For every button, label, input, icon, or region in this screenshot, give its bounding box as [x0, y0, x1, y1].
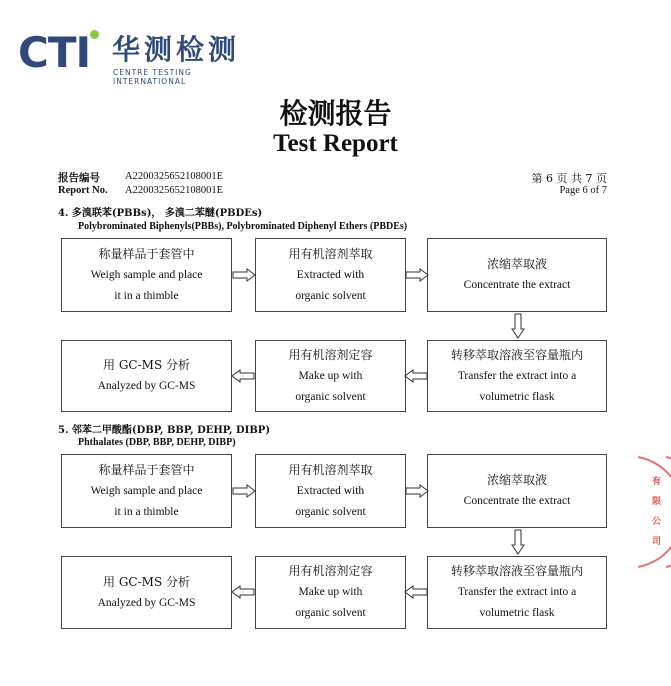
flow-step-analyze	[61, 556, 232, 629]
flow-step-make-up	[255, 556, 406, 629]
step-text-en: it in a thimble	[114, 505, 179, 518]
step-text-en: organic solvent	[295, 289, 366, 302]
arrow-left-icon	[404, 369, 428, 383]
step-text-en: Transfer the extract into a	[457, 369, 577, 382]
step-text-en: volumetric flask	[479, 607, 555, 619]
report-no-value-2: A2200325652108001E	[125, 185, 223, 196]
step-text-cn: 用 GC-MS 分析	[103, 574, 190, 589]
step-text-en: it in a thimble	[114, 289, 179, 302]
flow-step-analyze	[61, 340, 232, 412]
step-text-en: Concentrate the extract	[463, 495, 571, 507]
arrow-down-icon	[511, 313, 525, 339]
step-text-cn: 用有机溶剂定容	[288, 564, 373, 578]
step-text-en: organic solvent	[295, 390, 366, 403]
report-title-en: Test Report	[273, 130, 398, 157]
step-text-en: Extracted with	[296, 268, 365, 281]
flow-step-extract	[255, 454, 406, 528]
step-text-cn: 用有机溶剂萃取	[288, 246, 373, 261]
step-text-en: Extracted with	[296, 484, 365, 497]
step-text-cn: 称量样品于套管中	[98, 462, 195, 477]
report-no-label-en: Report No.	[58, 185, 108, 196]
flow-step-weigh-sample	[61, 454, 232, 528]
logo-chinese-name: 华测检测	[112, 33, 241, 66]
step-text-en: Weigh sample and place	[90, 268, 203, 281]
flow-step-concentrate	[427, 238, 607, 312]
step-text-en: organic solvent	[295, 505, 366, 518]
flow-step-concentrate	[427, 454, 607, 528]
flow-step-weigh-sample	[61, 238, 232, 312]
arrow-right-icon	[405, 268, 429, 282]
flow-step-make-up	[255, 340, 406, 412]
step-text-en: Analyzed by GC-MS	[97, 380, 196, 392]
section-4-subheading: Polybrominated Biphenyls(PBBs), Polybrominated Diphenyl Ethers (PBDEs)	[78, 221, 408, 232]
section-5-subheading: Phthalates (DBP, BBP, DEHP, DIBP)	[78, 437, 236, 448]
step-text-cn: 转移萃取溶液至容量瓶内	[450, 347, 583, 362]
page-number-cn: 第 6 页 共 7 页	[531, 172, 607, 185]
report-no-value-1: A2200325652108001E	[125, 171, 223, 182]
step-text-cn: 浓缩萃取液	[486, 473, 547, 487]
step-text-en: organic solvent	[295, 607, 366, 619]
step-text-en: Analyzed by GC-MS	[97, 596, 196, 609]
section-5-heading: 5. 邻苯二甲酸酯(DBP, BBP, DEHP, DIBP)	[58, 425, 271, 436]
arrow-right-icon	[405, 484, 429, 498]
seal-text: 有限公司	[652, 477, 662, 547]
arrow-left-icon	[231, 585, 255, 599]
flow-step-extract	[255, 238, 406, 312]
step-text-en: Make up with	[298, 369, 363, 382]
arrow-left-icon	[404, 585, 428, 599]
step-text-cn: 用有机溶剂定容	[288, 347, 373, 362]
arrow-right-icon	[232, 484, 256, 498]
step-text-cn: 用 GC-MS 分析	[103, 358, 190, 372]
arrow-left-icon	[231, 369, 255, 383]
step-text-en: Transfer the extract into a	[457, 586, 577, 598]
step-text-cn: 浓缩萃取液	[486, 257, 547, 271]
step-text-en: Concentrate the extract	[463, 279, 571, 291]
flow-step-transfer	[427, 556, 607, 629]
step-text-cn: 用有机溶剂萃取	[288, 462, 373, 477]
step-text-cn: 称量样品于套管中	[98, 246, 195, 261]
step-text-en: Make up with	[298, 586, 363, 598]
step-text-en: volumetric flask	[479, 390, 555, 403]
report-no-label-cn: 报告编号	[58, 173, 100, 184]
flow-step-transfer	[427, 340, 607, 412]
arrow-down-icon	[511, 529, 525, 555]
logo-brand: CTI	[18, 28, 91, 77]
logo-english-name: CENTRE TESTING INTERNATIONAL	[113, 68, 192, 86]
step-text-en: Weigh sample and place	[90, 484, 203, 497]
section-4-heading: 4. 多溴联苯(PBBs)， 多溴二苯醚(PBDEs)	[58, 208, 263, 219]
arrow-right-icon	[232, 268, 256, 282]
page-number-en: Page 6 of 7	[559, 185, 607, 196]
report-title-cn: 检测报告	[279, 97, 392, 130]
company-logo	[18, 28, 258, 86]
logo-dot-icon	[90, 30, 99, 39]
step-text-cn: 转移萃取溶液至容量瓶内	[450, 564, 583, 578]
